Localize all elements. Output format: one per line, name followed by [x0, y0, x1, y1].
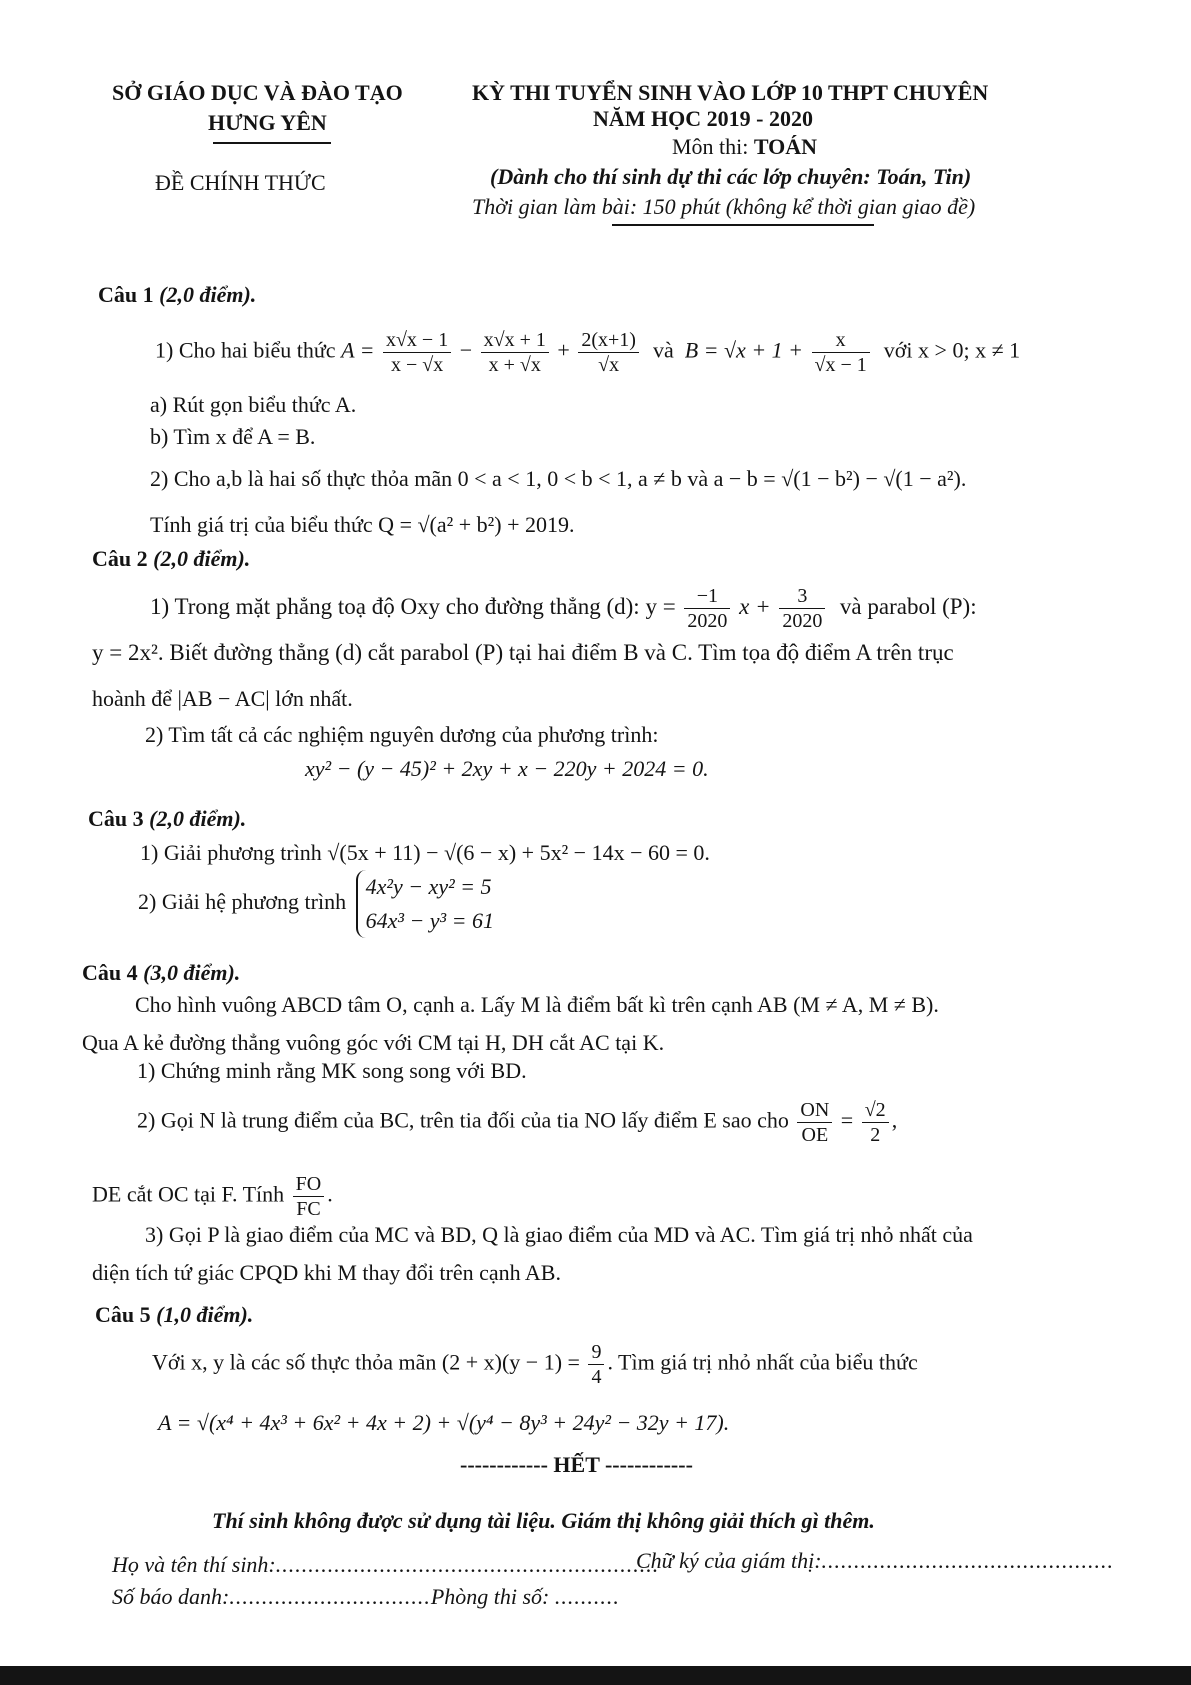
q4-p2-line2-text: DE cắt OC tại F. Tính — [92, 1181, 285, 1207]
official-label: ĐỀ CHÍNH THỨC — [155, 170, 326, 195]
dept-name: SỞ GIÁO DỤC VÀ ĐÀO TẠO — [112, 80, 403, 105]
room-dots: .......... — [554, 1584, 620, 1609]
q2-frac1-den: 2020 — [687, 610, 728, 632]
candidate-id-line — [112, 1584, 620, 1610]
q4-part2-line2 — [92, 1172, 333, 1221]
q1-frac2-num: x√x + 1 — [481, 328, 549, 353]
q4-frac-sqrt2 — [862, 1098, 889, 1147]
q2-title: Câu 2 — [92, 546, 154, 571]
q4-line2: Qua A kẻ đường thẳng vuông góc với CM tại H, DH cắt AC tại K. — [82, 1030, 665, 1055]
q5-heading — [95, 1302, 253, 1328]
q1-frac4-num: x — [812, 328, 870, 353]
q4-p2-comma: , — [891, 1107, 898, 1133]
q3-points: (2,0 điểm). — [149, 806, 247, 831]
q1-title: Câu 1 — [98, 282, 160, 307]
q3-heading — [88, 806, 246, 832]
q4-frac-fo-fc — [293, 1172, 325, 1221]
q2-frac1 — [684, 584, 730, 633]
q3-p2-intro: 2) Giải hệ phương trình — [138, 889, 347, 915]
q3-part2 — [138, 870, 494, 938]
q4-frac-on-oe — [797, 1098, 832, 1147]
q1-part1b: b) Tìm x để A = B. — [150, 424, 316, 449]
q1-frac3-num: 2(x+1) — [578, 328, 639, 353]
proctor-sign-label: Chữ ký của giám thị: — [636, 1548, 822, 1573]
q4-frac-fo-fc-num: FO — [293, 1172, 325, 1197]
q4-part1: 1) Chứng minh rằng MK song song với BD. — [137, 1058, 527, 1083]
q2-frac1-num: −1 — [684, 584, 730, 609]
candidate-name-line — [112, 1552, 659, 1578]
q4-part3: 3) Gọi P là giao điểm của MC và BD, Q là giao điểm của MD và AC. Tìm giá trị nhỏ nhất của — [145, 1222, 973, 1247]
q5-expression: A = √(x⁴ + 4x³ + 6x² + 4x + 2) + √(y⁴ − 8y³ + 24y² − 32y + 17). — [158, 1410, 730, 1435]
q2-heading — [92, 546, 250, 572]
q2-p1-intro: 1) Trong mặt phẳng toạ độ Oxy cho đường thẳng (d): y = — [150, 593, 676, 619]
q2-part1-line2: y = 2x². Biết đường thẳng (d) cắt parabol (P) tại hai điểm B và C. Tìm tọa độ điểm A trên trục — [92, 640, 954, 665]
q4-frac-sqrt2-den: 2 — [870, 1124, 881, 1146]
q1-frac3-den: √x — [598, 354, 620, 376]
q2-part2: 2) Tìm tất cả các nghiệm nguyên dương của phương trình: — [145, 722, 659, 747]
q3-system-eq2: 64x³ − y³ = 61 — [365, 908, 494, 933]
header-right-rule — [612, 224, 874, 226]
q2-p1-tail: và parabol (P): — [839, 593, 977, 619]
q3-title: Câu 3 — [88, 806, 150, 831]
q4-p2-text: 2) Gọi N là trung điểm của BC, trên tia đối của tia NO lấy điểm E sao cho — [137, 1107, 789, 1133]
q3-system — [356, 870, 494, 938]
q1-frac1-num: x√x − 1 — [383, 328, 451, 353]
q1-frac1-den: x − √x — [390, 354, 444, 376]
exam-duration: Thời gian làm bài: 150 phút (không kể thời gian giao đề) — [472, 194, 976, 219]
q4-part3-line2: diện tích tứ giác CPQD khi M thay đổi trên cạnh AB. — [92, 1260, 561, 1285]
end-marker: ------------ HẾT ------------ — [460, 1452, 693, 1477]
q2-part2-equation: xy² − (y − 45)² + 2xy + x − 220y + 2024 = 0. — [305, 756, 709, 781]
q2-part1-line3: hoành để |AB − AC| lớn nhất. — [92, 686, 353, 711]
q1-frac1 — [383, 328, 451, 377]
q1-and: và — [652, 337, 674, 363]
q4-frac-sqrt2-num: √2 — [862, 1098, 889, 1123]
q2-x-plus: x + — [739, 593, 771, 619]
subject-line — [672, 134, 817, 160]
q1-part2b: Tính giá trị của biểu thức Q = √(a² + b²) + 2019. — [150, 512, 575, 537]
q4-title: Câu 4 — [82, 960, 144, 985]
q5-title: Câu 5 — [95, 1302, 157, 1327]
subject-name: TOÁN — [753, 134, 818, 159]
q2-points: (2,0 điểm). — [153, 546, 251, 571]
q1-part2: 2) Cho a,b là hai số thực thỏa mãn 0 < a < 1, 0 < b < 1, a ≠ b và a − b = √(1 − b²) − √(1 − a²). — [150, 466, 967, 491]
q5-line1 — [152, 1340, 918, 1389]
q1-frac2-den: x + √x — [488, 354, 541, 376]
q4-frac-on-oe-num: ON — [797, 1098, 832, 1123]
q4-part2 — [137, 1098, 897, 1147]
q5-frac-den: 4 — [591, 1366, 602, 1388]
q1-condition: với x > 0; x ≠ 1 — [883, 337, 1021, 363]
q1-p1-intro: 1) Cho hai biểu thức — [155, 337, 342, 363]
candidate-name-dots: ........................................................... — [275, 1552, 660, 1577]
q4-frac-fo-fc-den: FC — [296, 1198, 321, 1220]
q3-system-eq1: 4x²y − xy² = 5 — [365, 874, 492, 899]
scan-bottom-edge — [0, 1666, 1191, 1685]
q2-part1 — [150, 584, 977, 633]
q4-p2-dot: . — [327, 1181, 333, 1207]
q1-frac2 — [481, 328, 549, 377]
province-name: HƯNG YÊN — [208, 110, 327, 135]
q4-frac-on-oe-den: OE — [801, 1124, 829, 1146]
q4-line1: Cho hình vuông ABCD tâm O, cạnh a. Lấy M là điểm bất kì trên cạnh AB (M ≠ A, M ≠ B). — [135, 992, 939, 1017]
subject-label: Môn thi: — [672, 134, 754, 159]
q3-part1: 1) Giải phương trình √(5x + 11) − √(6 − x) + 5x² − 14x − 60 = 0. — [140, 840, 710, 865]
proctor-sign-dots: ............................................. — [821, 1548, 1115, 1573]
q4-points: (3,0 điểm). — [143, 960, 241, 985]
header-left-rule — [213, 142, 331, 144]
q1-part1: 1) Cho hai biểu thức A = $\frac{x√x - 1}{x - √x}$ − $\frac{x√x + 1}{x + √x}$ + $\frac{2(x+1)}{√x}$ và B = √x + 1 + $\frac{x}{√x - 1}$ với x > 0; x ≠ 1 — [155, 329, 1021, 376]
room-label: Phòng thi số: — [430, 1584, 550, 1609]
q4-heading — [82, 960, 240, 986]
q5-line1-tail: . Tìm giá trị nhỏ nhất của biểu thức — [607, 1349, 918, 1375]
q1-frac4 — [812, 328, 870, 377]
candidate-id-dots: ............................... — [229, 1584, 431, 1609]
q5-frac-num: 9 — [588, 1340, 604, 1365]
exam-note: Thí sinh không được sử dụng tài liệu. Giám thị không giải thích gì thêm. — [212, 1508, 875, 1533]
q1-b-eq: B = √x + 1 + — [684, 337, 804, 363]
q1-a-eq: A = — [341, 337, 375, 363]
proctor-sign-line — [636, 1548, 1114, 1574]
q2-frac2 — [779, 584, 825, 633]
q5-frac — [588, 1340, 604, 1389]
q1-heading — [98, 282, 256, 308]
school-year: NĂM HỌC 2019 - 2020 — [593, 106, 813, 131]
q5-line1-text: Với x, y là các số thực thỏa mãn (2 + x)(y − 1) = — [152, 1349, 580, 1375]
candidate-name-label: Họ và tên thí sinh: — [112, 1552, 276, 1577]
q1-frac3 — [578, 328, 639, 377]
q2-frac2-num: 3 — [779, 584, 825, 609]
q1-part1a: a) Rút gọn biểu thức A. — [150, 392, 357, 417]
q5-points: (1,0 điểm). — [156, 1302, 254, 1327]
q2-frac2-den: 2020 — [782, 610, 823, 632]
q1-frac4-den: √x − 1 — [814, 354, 867, 376]
candidate-id-label: Số báo danh: — [112, 1584, 230, 1609]
target-students: (Dành cho thí sinh dự thi các lớp chuyên: Toán, Tin) — [490, 164, 972, 189]
q1-points: (2,0 điểm). — [159, 282, 257, 307]
q4-p2-equals: = — [840, 1107, 854, 1133]
exam-title: KỲ THI TUYỂN SINH VÀO LỚP 10 THPT CHUYÊN — [472, 80, 989, 105]
